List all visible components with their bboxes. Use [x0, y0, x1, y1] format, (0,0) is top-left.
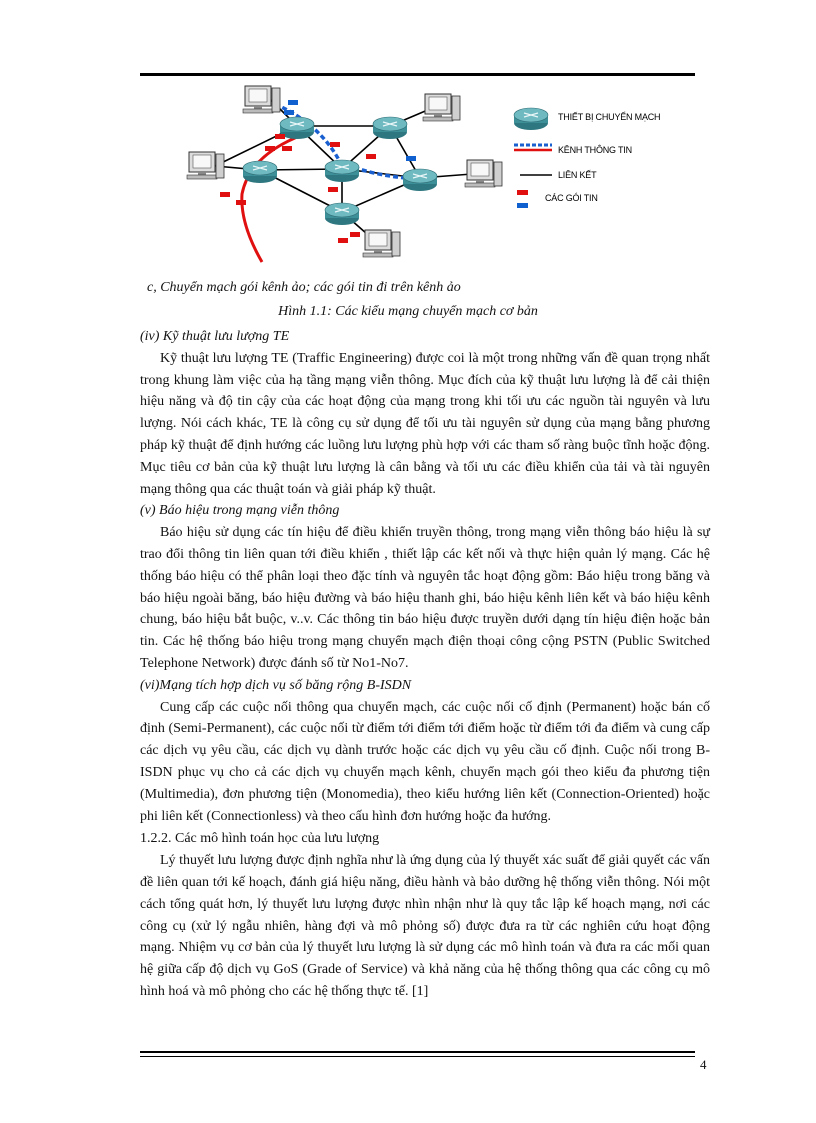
te-heading: (iv) Kỹ thuật lưu lượng TE	[140, 329, 290, 344]
legend	[514, 108, 660, 208]
legend-switch: THIẾT BỊ CHUYỂN MẠCH	[558, 112, 661, 122]
legend-link: LIÊN KẾT	[558, 170, 597, 180]
bisdn-heading: (vi)Mạng tích hợp dịch vụ số băng rộng B-ISDN	[140, 677, 412, 693]
bisdn-paragraph: Cung cấp các cuộc nối thông qua chuyển mạch, các cuộc nối cố định (Permanent) hoặc bán cố định (Semi-Permanent), các cuộc nối từ điểm tới điểm tới điểm hoặc từ điểm tới đa điểm và cung cấp các dịch vụ yêu cầu, các dịch vụ dành trước hoặc các dịch vụ yêu cầu cố định. Cuộc nối trong B-ISDN phục vụ cho cả các dịch vụ chuyển mạch kênh, chuyển mạch gói theo kiểu đa phương tiện (Multimedia), đơn phương tiện (Monomedia), theo kiểu hướng liên kết (Connection-Oriented) hoặc phi liên kết (Connectionless) và theo cấu hình đơn hướng hoặc đa hướng.	[140, 699, 710, 824]
legend-packets: CÁC GÓI TIN	[545, 193, 598, 203]
signaling-paragraph: Báo hiệu sử dụng các tín hiệu để điều khiển truyền thông, trong mạng viễn thông báo hiệu là sự trao đổi thông tin liên quan tới điều khiển , thiết lập các kết nối và thực hiện quản lý mạng. Các hệ thống báo hiệu có thể phân loại theo đặc tính và nguyên tắc hoạt động gồm: Báo hiệu trong băng và báo hiệu ngoài băng, báo hiệu đường và báo hiệu thanh ghi, báo hiệu kênh liên kết và báo hiệu kênh chung, báo hiệu bắt buộc, v..v. Các thông tin báo hiệu được truyền dưới dạng tín hiệu điện hoặc bản tin. Các hệ thống báo hiệu trong mạng chuyển mạch điện thoại công cộng PSTN (Public Switched Telephone Network) được đánh số từ No1-No7.	[140, 525, 710, 671]
models-paragraph: Lý thuyết lưu lượng được định nghĩa như là ứng dụng của lý thuyết xác suất để giải quyết các vấn đề liên quan tới kế hoạch, đánh giá hiệu năng, điều hành và bảo dưỡng hệ thống viễn thông. Nói một cách tổng quát hơn, lý thuyết lưu lượng được nhìn nhận như là quy tắc lập kế hoạch mạng, nơi các công cụ (xử lý ngẫu nhiên, hàng đợi và mô phỏng số) được đưa ra từ các nghiên cứu hoạt động mạng. Nhiệm vụ cơ bản của lý thuyết lưu lượng là sử dụng các mô hình toán và đưa ra các mối quan hệ giữa cấp độ dịch vụ GoS (Grade of Service) và khả năng của hệ thống thông qua các công cụ mô hình hoá và mô phỏng cho các hệ thống thực tế. [1]	[140, 853, 710, 999]
models-heading: 1.2.2. Các mô hình toán học của lưu lượng	[140, 831, 380, 847]
network-diagram	[180, 84, 680, 264]
te-paragraph: Kỹ thuật lưu lượng TE (Traffic Engineering) được coi là một trong những vấn đề quan trọng nhất trong khung làm việc của hạ tầng mạng viễn thông. Mục đích của kỹ thuật lưu lượng là để cải thiện hiệu năng và độ tin cậy của các hoạt động của mạng trong khi tối ưu các nguồn tài nguyên và lưu lượng. Nói cách khác, TE là công cụ sử dụng để tối ưu tài nguyên sử dụng của mạng bằng phương pháp kỹ thuật để định hướng các luồng lưu lượng phù hợp với các tham số ràng buộc tĩnh hoặc động. Mục tiêu cơ bản của kỹ thuật lưu lượng là cân bằng và tối ưu các điều khiển của tải và tài nguyên mạng thông qua các thuật toán và giải pháp kỹ thuật.	[140, 350, 710, 497]
header-rule	[140, 73, 695, 76]
body-text	[140, 326, 710, 1003]
footer-rule	[140, 1051, 695, 1053]
footer-rule-thin	[140, 1056, 695, 1057]
figure-subcaption: c, Chuyển mạch gói kênh ảo; các gói tin đi trên kênh ảo	[147, 280, 461, 295]
page-number: 4	[700, 1057, 707, 1072]
signaling-heading: (v) Báo hiệu trong mạng viễn thông	[140, 503, 340, 519]
figure-caption: Hình 1.1: Các kiểu mạng chuyển mạch cơ bản	[278, 304, 538, 319]
legend-channel: KÊNH THÔNG TIN	[558, 145, 632, 155]
